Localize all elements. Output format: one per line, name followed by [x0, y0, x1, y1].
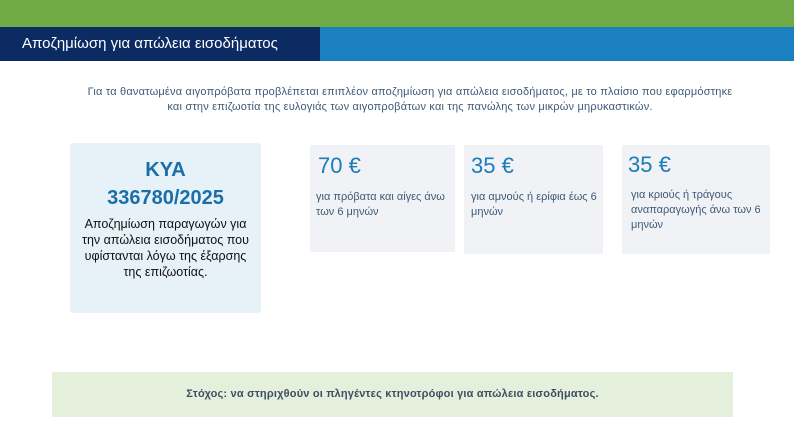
- amount-value: 35 €: [471, 153, 514, 178]
- intro-line-1: Για τα θανατωμένα αιγοπρόβατα προβλέπεται επιπλέον αποζημίωση για απώλεια εισοδήματος, με το πλαίσιο που εφαρμόστηκε: [87, 86, 733, 98]
- goal-text: Στόχος: να στηριχθούν οι πληγέντες κτηνοτρόφοι για απώλεια εισοδήματος.: [186, 388, 599, 400]
- amount-value: 70 €: [318, 153, 361, 178]
- kya-title-line-2: 336780/2025: [107, 187, 224, 209]
- amount-description: για κριούς ή τράγους αναπαραγωγής άνω των 6 μηνών: [631, 189, 761, 231]
- kya-title: [70, 156, 261, 212]
- top-accent-bar: [0, 0, 794, 27]
- amount-card-young: [464, 145, 603, 254]
- page-title: Αποζημίωση για απώλεια εισοδήματος: [0, 27, 320, 61]
- kya-title-line-1: ΚΥΑ: [145, 159, 186, 181]
- amount-card-breeding: [622, 145, 770, 254]
- kya-description: Αποζημίωση παραγωγών για την απώλεια εισοδήματος που υφίστανται λόγω της έξαρσης της επιζωοτίας.: [82, 217, 249, 279]
- intro-text: [40, 85, 780, 115]
- amount-description: για πρόβατα και αίγες άνω των 6 μηνών: [316, 191, 445, 218]
- amount-description: για αμνούς ή ερίφια έως 6 μηνών: [471, 191, 597, 218]
- amount-card-adults: [310, 145, 455, 252]
- amount-value: 35 €: [628, 152, 671, 177]
- goal-box: [52, 372, 733, 417]
- kya-card: [70, 143, 261, 313]
- intro-line-2: και στην επιζωοτία της ευλογιάς των αιγοπροβάτων και της πανώλης των μικρών μηρυκαστικών.: [167, 101, 653, 113]
